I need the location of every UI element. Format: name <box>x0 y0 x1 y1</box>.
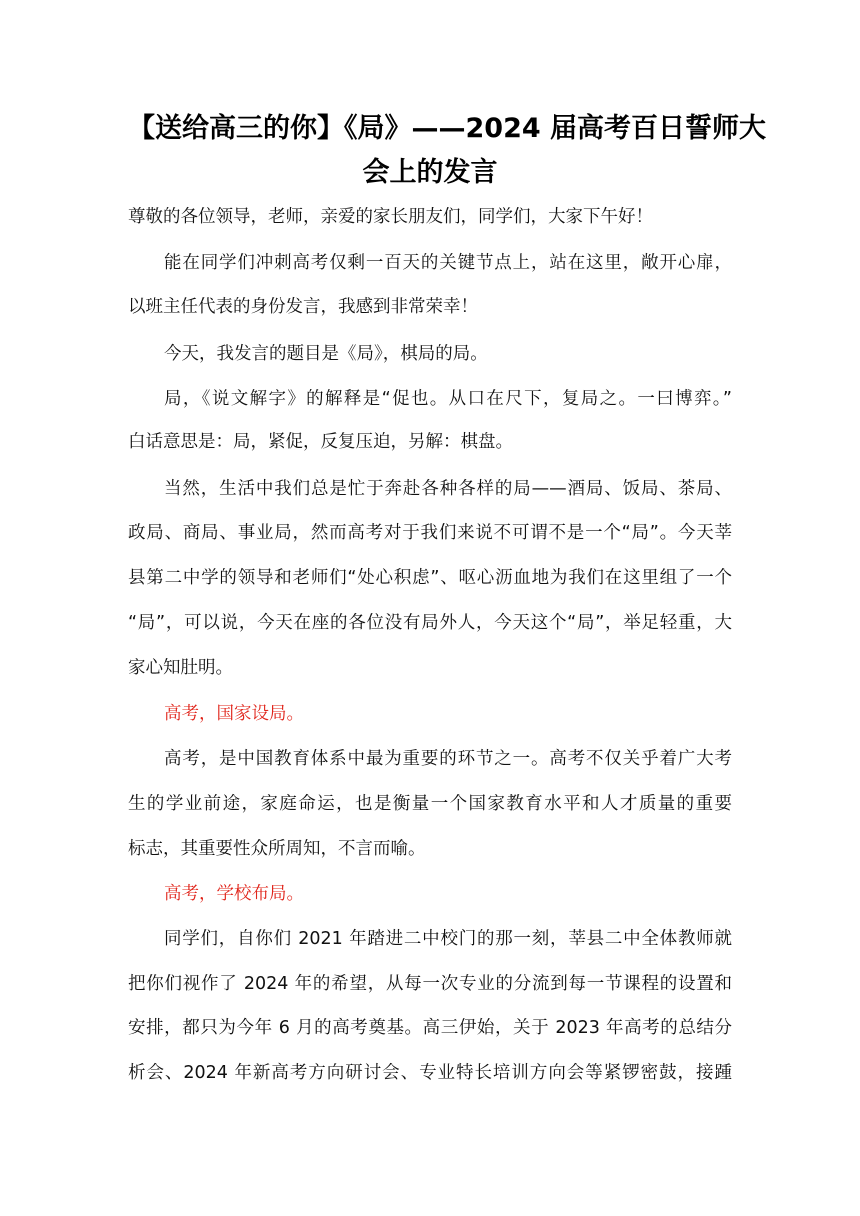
paragraph-line: 以班主任代表的身份发言，我感到非常荣幸！ <box>128 297 478 317</box>
paragraph-line: 政局、商局、事业局，然而高考对于我们来说不可谓不是一个“局”。今天莘 <box>128 523 732 543</box>
paragraph-line: 当然，生活中我们总是忙于奔赴各种各样的局——酒局、饭局、茶局、 <box>164 479 732 499</box>
paragraph-line: 把你们视作了 2024 年的希望，从每一次专业的分流到每一节课程的设置和 <box>128 974 732 994</box>
paragraph-line: 县第二中学的领导和老师们“处心积虑”、呕心沥血地为我们在这里组了一个 <box>128 568 732 588</box>
document-title-line-1: 【送给高三的你】《局》——2024 届高考百日誓师大 <box>128 113 767 144</box>
paragraph-line: 生的学业前途，家庭命运，也是衡量一个国家教育水平和人才质量的重要 <box>128 794 732 814</box>
paragraph-line: 析会、2024 年新高考方向研讨会、专业特长培训方向会等紧锣密鼓，接踵 <box>128 1063 732 1083</box>
paragraph-line: 能在同学们冲刺高考仅剩一百天的关键节点上，站在这里，敞开心扉， <box>164 253 732 273</box>
document-title-line-2: 会上的发言 <box>362 157 498 188</box>
paragraph-line: 同学们，自你们 2021 年踏进二中校门的那一刻，莘县二中全体教师就 <box>164 929 732 949</box>
paragraph-line: 今天，我发言的题目是《局》，棋局的局。 <box>164 344 488 364</box>
section-heading-national: 高考，国家设局。 <box>164 704 304 724</box>
paragraph-line: 白话意思是：局，紧促，反复压迫，另解：棋盘。 <box>128 432 513 452</box>
paragraph-line: “局”，可以说，今天在座的各位没有局外人，今天这个“局”，举足轻重，大 <box>128 613 732 633</box>
paragraph-line: 高考，是中国教育体系中最为重要的环节之一。高考不仅关乎着广大考 <box>164 749 732 769</box>
section-heading-school: 高考，学校布局。 <box>164 884 304 904</box>
paragraph-line: 局，《说文解字》的解释是“促也。从口在尺下，复局之。一曰博弈。” <box>164 389 732 409</box>
greeting-line: 尊敬的各位领导，老师，亲爱的家长朋友们，同学们，大家下午好！ <box>128 207 653 227</box>
paragraph-line: 标志，其重要性众所周知，不言而喻。 <box>128 839 426 859</box>
paragraph-line: 家心知肚明。 <box>128 658 233 678</box>
paragraph-line: 安排，都只为今年 6 月的高考奠基。高三伊始，关于 2023 年高考的总结分 <box>128 1018 732 1038</box>
